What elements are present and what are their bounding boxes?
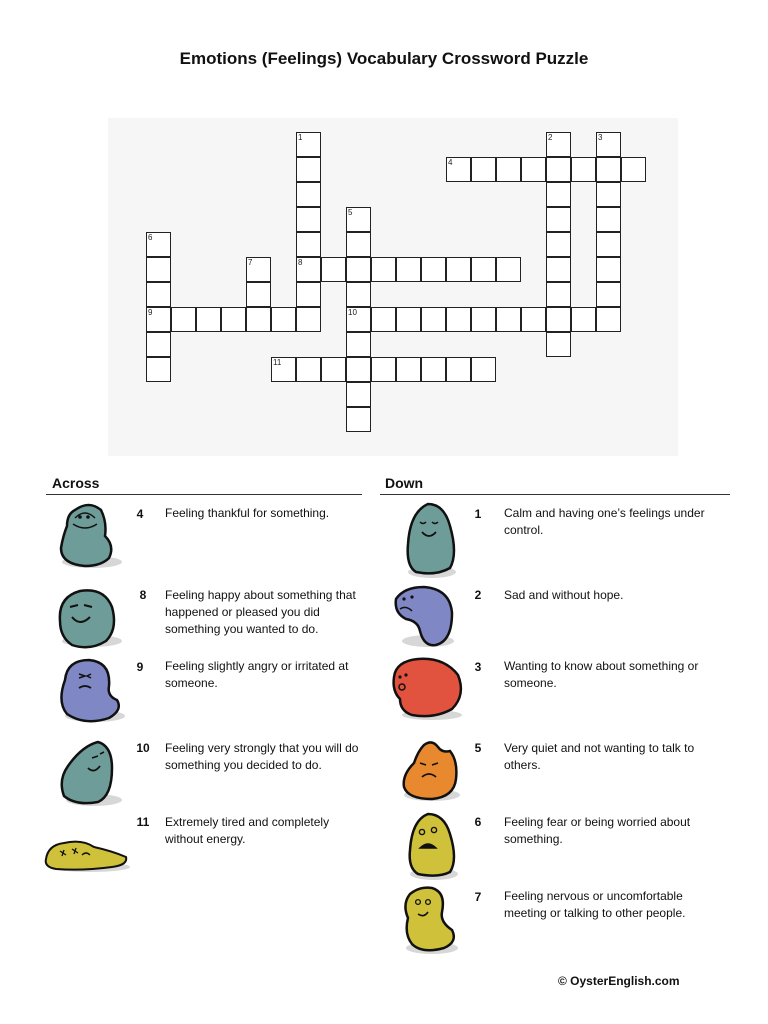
crossword-cell[interactable] bbox=[271, 307, 296, 332]
across-clue-text: Feeling slightly angry or irritated at someone. bbox=[165, 659, 349, 690]
withdrawn-face-icon bbox=[398, 737, 464, 803]
crossword-cell[interactable] bbox=[396, 357, 421, 382]
crossword-cell[interactable] bbox=[421, 357, 446, 382]
crossword-cell[interactable] bbox=[396, 307, 421, 332]
crossword-cell[interactable] bbox=[371, 357, 396, 382]
crossword-cell[interactable] bbox=[246, 282, 271, 307]
across-clue-text: Feeling thankful for something. bbox=[165, 506, 330, 520]
crossword-cell[interactable] bbox=[221, 307, 246, 332]
crossword-cell[interactable] bbox=[546, 307, 571, 332]
grateful-face-icon bbox=[55, 500, 125, 572]
crossword-cell[interactable] bbox=[596, 157, 621, 182]
crossword-cell[interactable] bbox=[196, 307, 221, 332]
across-heading: Across bbox=[52, 475, 100, 491]
crossword-cell[interactable] bbox=[146, 332, 171, 357]
down-clue-text: Calm and having one’s feelings under control. bbox=[504, 506, 705, 537]
hopeless-face-icon bbox=[390, 583, 460, 649]
crossword-cell[interactable] bbox=[296, 282, 321, 307]
crossword-cell[interactable] bbox=[321, 257, 346, 282]
crossword-cell[interactable] bbox=[296, 357, 321, 382]
crossword-cell[interactable] bbox=[146, 357, 171, 382]
crossword-cell[interactable] bbox=[396, 257, 421, 282]
crossword-clue-number: 5 bbox=[348, 208, 353, 217]
crossword-cell[interactable] bbox=[296, 157, 321, 182]
crossword-cell[interactable] bbox=[546, 332, 571, 357]
down-heading: Down bbox=[385, 475, 424, 491]
across-clue-number: 10 bbox=[136, 741, 150, 755]
crossword-clue-number: 10 bbox=[348, 308, 357, 317]
crossword-cell[interactable] bbox=[346, 407, 371, 432]
exhausted-face-icon bbox=[42, 835, 132, 875]
across-clue-number: 4 bbox=[136, 507, 144, 521]
crossword-cell[interactable] bbox=[521, 157, 546, 182]
crossword-cell[interactable] bbox=[371, 257, 396, 282]
crossword-cell[interactable] bbox=[421, 257, 446, 282]
crossword-cell[interactable] bbox=[496, 157, 521, 182]
crossword-clue-number: 2 bbox=[548, 133, 553, 142]
down-clue-number: 2 bbox=[474, 588, 482, 602]
crossword-cell[interactable] bbox=[471, 257, 496, 282]
crossword-cell[interactable] bbox=[296, 207, 321, 232]
crossword-cell[interactable] bbox=[421, 307, 446, 332]
crossword-cell[interactable] bbox=[446, 257, 471, 282]
across-clue-text: Feeling very strongly that you will do something you decided to do. bbox=[165, 741, 359, 772]
crossword-cell[interactable] bbox=[496, 307, 521, 332]
crossword-cell[interactable] bbox=[546, 282, 571, 307]
crossword-clue-number: 9 bbox=[148, 308, 153, 317]
crossword-cell[interactable] bbox=[596, 257, 621, 282]
crossword-cell[interactable] bbox=[571, 157, 596, 182]
crossword-cell[interactable] bbox=[546, 182, 571, 207]
across-divider bbox=[46, 494, 362, 495]
crossword-cell[interactable] bbox=[546, 257, 571, 282]
crossword-cell[interactable] bbox=[346, 282, 371, 307]
page-title: Emotions (Feelings) Vocabulary Crossword Puzzle bbox=[179, 49, 589, 68]
crossword-cell[interactable] bbox=[346, 382, 371, 407]
crossword-cell[interactable] bbox=[296, 182, 321, 207]
crossword-cell[interactable] bbox=[171, 307, 196, 332]
crossword-cell[interactable] bbox=[521, 307, 546, 332]
crossword-cell[interactable] bbox=[621, 157, 646, 182]
across-clue-number: 8 bbox=[139, 588, 147, 602]
crossword-clue-number: 8 bbox=[298, 258, 303, 267]
copyright-footer: © OysterEnglish.com bbox=[558, 974, 680, 988]
down-clue-text: Feeling fear or being worried about something. bbox=[504, 815, 691, 846]
crossword-cell[interactable] bbox=[471, 357, 496, 382]
crossword-cell[interactable] bbox=[596, 232, 621, 257]
crossword-clue-number: 1 bbox=[298, 133, 303, 142]
crossword-cell[interactable] bbox=[446, 357, 471, 382]
crossword-cell[interactable] bbox=[546, 232, 571, 257]
crossword-cell[interactable] bbox=[546, 157, 571, 182]
crossword-clue-number: 7 bbox=[248, 258, 253, 267]
crossword-cell[interactable] bbox=[246, 307, 271, 332]
crossword-cell[interactable] bbox=[471, 307, 496, 332]
across-clue-number: 9 bbox=[136, 660, 144, 674]
crossword-cell[interactable] bbox=[371, 307, 396, 332]
crossword-cell[interactable] bbox=[496, 257, 521, 282]
down-clue-text: Feeling nervous or uncomfortable meeting or talking to other people. bbox=[504, 889, 686, 920]
down-clue-number: 6 bbox=[474, 815, 482, 829]
across-clue-number: 11 bbox=[136, 815, 150, 829]
crossword-cell[interactable] bbox=[346, 357, 371, 382]
crossword-cell[interactable] bbox=[346, 332, 371, 357]
down-clue-text: Very quiet and not wanting to talk to others. bbox=[504, 741, 695, 772]
crossword-cell[interactable] bbox=[346, 232, 371, 257]
crossword-cell[interactable] bbox=[596, 207, 621, 232]
down-clue-number: 7 bbox=[474, 890, 482, 904]
across-clue-text: Feeling happy about something that happened or pleased you did something you wanted to do. bbox=[165, 588, 356, 636]
curious-face-icon bbox=[388, 655, 468, 721]
crossword-cell[interactable] bbox=[596, 307, 621, 332]
down-clue-number: 5 bbox=[474, 741, 482, 755]
down-clue-text: Sad and without hope. bbox=[504, 588, 624, 602]
across-clue-text: Extremely tired and completely without energy. bbox=[165, 815, 330, 846]
crossword-cell[interactable] bbox=[571, 307, 596, 332]
down-clue-number: 3 bbox=[474, 660, 482, 674]
crossword-clue-number: 6 bbox=[148, 233, 153, 242]
crossword-cell[interactable] bbox=[471, 157, 496, 182]
crossword-cell[interactable] bbox=[546, 207, 571, 232]
afraid-face-icon bbox=[402, 810, 462, 882]
down-divider bbox=[380, 494, 730, 495]
crossword-clue-number: 4 bbox=[448, 158, 453, 167]
crossword-cell[interactable] bbox=[296, 232, 321, 257]
crossword-cell[interactable] bbox=[446, 307, 471, 332]
calm-face-icon bbox=[400, 500, 462, 580]
satisfied-face-icon bbox=[52, 585, 124, 651]
crossword-cell[interactable] bbox=[146, 282, 171, 307]
crossword-cell[interactable] bbox=[146, 257, 171, 282]
down-clue-text: Wanting to know about something or someone. bbox=[504, 659, 699, 690]
crossword-cell[interactable] bbox=[346, 257, 371, 282]
crossword-clue-number: 3 bbox=[598, 133, 603, 142]
down-clue-number: 1 bbox=[474, 507, 482, 521]
determined-face-icon bbox=[56, 738, 126, 808]
crossword-clue-number: 11 bbox=[273, 358, 282, 367]
crossword-cell[interactable] bbox=[596, 182, 621, 207]
crossword-cell[interactable] bbox=[596, 282, 621, 307]
crossword-cell[interactable] bbox=[296, 307, 321, 332]
shy-face-icon bbox=[398, 884, 462, 956]
annoyed-face-icon bbox=[55, 656, 127, 724]
crossword-cell[interactable] bbox=[321, 357, 346, 382]
